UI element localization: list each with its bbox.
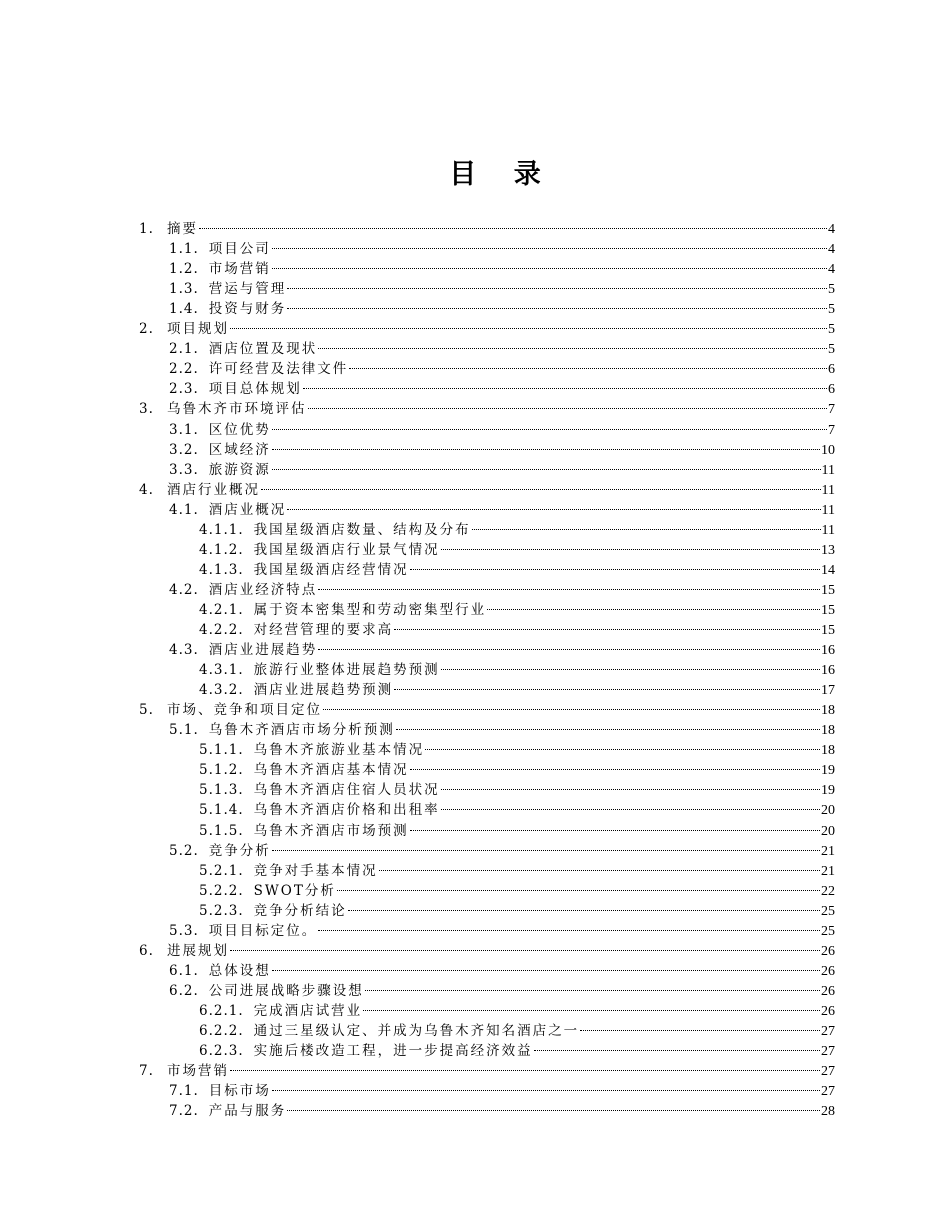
toc-entry[interactable] <box>169 580 835 600</box>
toc-entry-title: 投资与财务 <box>208 301 287 318</box>
toc-entry-title: 旅游行业整体进展趋势预测 <box>253 662 440 679</box>
toc-entry-title: 乌鲁木齐酒店价格和出租率 <box>253 802 440 819</box>
toc-entry-number: 4.1. <box>169 501 199 518</box>
toc-entry-number: 7.2. <box>169 1103 199 1120</box>
toc-entry-number: 5.1.5. <box>199 822 244 839</box>
toc-entry-title: 实施后楼改造工程，进一步提高经济效益 <box>253 1043 533 1060</box>
toc-entry[interactable] <box>169 279 835 299</box>
toc-entry-page: 22 <box>821 883 835 899</box>
toc-entry-page: 10 <box>821 442 835 458</box>
toc-entry-title: 项目总体规划 <box>208 381 302 398</box>
toc-entry-title: 乌鲁木齐酒店市场预测 <box>253 822 409 839</box>
toc-entry-title: 区位优势 <box>208 421 271 438</box>
toc-entry-page: 18 <box>821 723 835 739</box>
toc-entry[interactable] <box>199 1041 835 1061</box>
toc-entry-number: 5.1.2. <box>199 762 244 779</box>
toc-entry[interactable] <box>199 1021 835 1041</box>
toc-entry-title: 竞争分析 <box>208 842 271 859</box>
toc-entry-title: 完成酒店试营业 <box>253 1002 363 1019</box>
toc-entry-title: 酒店行业概况 <box>167 481 260 498</box>
toc-entry-page: 26 <box>821 983 835 999</box>
toc-entry-title: 市场、竞争和项目定位 <box>167 702 322 719</box>
toc-dot-leader <box>394 689 820 690</box>
toc-entry-number: 4.1.1. <box>199 521 244 538</box>
toc-entry-page: 27 <box>821 1064 835 1080</box>
toc-entry-page: 28 <box>821 1104 835 1120</box>
toc-dot-leader <box>272 970 820 971</box>
toc-entry-number: 6.2.1. <box>199 1002 244 1019</box>
toc-entry-number: 3.2. <box>169 441 199 458</box>
toc-entry[interactable] <box>169 921 835 941</box>
toc-entry[interactable] <box>199 600 835 620</box>
toc-dot-leader <box>272 248 827 249</box>
toc-entry-number: 2.2. <box>169 361 199 378</box>
toc-entry-title: 通过三星级认定、并成为乌鲁木齐知名酒店之一 <box>253 1023 580 1039</box>
toc-entry-page: 16 <box>821 663 835 679</box>
toc-entry-number: 5.1.3. <box>199 782 244 799</box>
toc-entry[interactable] <box>199 901 835 921</box>
toc-entry-number: 2.3. <box>169 381 199 398</box>
toc-entry-title: 项目规划 <box>167 321 229 338</box>
toc-dot-leader <box>199 228 827 229</box>
toc-dot-leader <box>318 649 820 650</box>
toc-entry-page: 4 <box>828 222 835 237</box>
toc-entry-title: 酒店业进展趋势 <box>208 642 318 659</box>
toc-entry-page: 7 <box>828 422 835 438</box>
toc-entry-number: 4.1.3. <box>199 561 244 578</box>
toc-entry-title: 总体设想 <box>208 962 271 979</box>
toc-entry[interactable] <box>199 800 835 820</box>
toc-entry-number: 2.1. <box>169 341 199 358</box>
toc-entry-number: 4.3.2. <box>199 682 244 699</box>
toc-entry-page: 20 <box>821 803 835 819</box>
toc-entry[interactable] <box>139 480 835 500</box>
toc-entry-number: 5.2.3. <box>199 902 244 919</box>
toc-dot-leader <box>318 589 820 590</box>
toc-entry-title: 酒店业经济特点 <box>208 581 318 598</box>
toc-dot-leader <box>348 910 820 911</box>
toc-dot-leader <box>272 1090 820 1091</box>
toc-entry[interactable] <box>199 1001 835 1021</box>
toc-entry[interactable] <box>199 780 835 800</box>
toc-entry-page: 15 <box>821 602 835 618</box>
toc-entry[interactable] <box>199 881 835 901</box>
toc-entry-title: SWOT分析 <box>253 882 336 899</box>
toc-entry-number: 4.3. <box>169 642 199 659</box>
toc-entry[interactable] <box>169 440 835 460</box>
toc-entry-number: 5.1.4. <box>199 802 244 819</box>
toc-entry-number: 1.2. <box>169 261 199 278</box>
toc-entry-number: 3.1. <box>169 421 199 438</box>
toc-entry-page: 20 <box>821 823 835 839</box>
toc-entry[interactable] <box>169 500 835 520</box>
toc-entry[interactable] <box>169 720 835 740</box>
page-title: 目 录 <box>449 159 555 190</box>
toc-entry[interactable] <box>169 259 835 279</box>
toc-entry-title: 市场营销 <box>167 1063 229 1080</box>
toc-entry-number: 4.3.1. <box>199 662 244 679</box>
toc-entry-title: 竞争分析结论 <box>253 902 347 919</box>
toc-entry-title: 乌鲁木齐旅游业基本情况 <box>253 742 425 759</box>
toc-entry[interactable] <box>199 861 835 881</box>
toc-entry-number: 7.1. <box>169 1083 199 1100</box>
toc-entry-number: 1.4. <box>169 301 199 318</box>
toc-dot-leader <box>441 549 820 550</box>
toc-entry-page: 17 <box>821 683 835 699</box>
toc-dot-leader <box>441 669 820 670</box>
toc-entry[interactable] <box>199 740 835 760</box>
toc-entry-page: 25 <box>821 923 835 939</box>
toc-dot-leader <box>272 429 827 430</box>
toc-entry-page: 27 <box>821 1024 835 1039</box>
toc-entry-title: 竞争对手基本情况 <box>253 862 378 879</box>
toc-entry[interactable] <box>169 981 835 1001</box>
toc-entry-title: 我国星级酒店数量、结构及分布 <box>253 521 471 538</box>
toc-entry-title: 属于资本密集型和劳动密集型行业 <box>253 601 487 618</box>
toc-entry[interactable] <box>169 841 835 861</box>
toc-entry-number: 5.2. <box>169 842 199 859</box>
toc-entry-title: 酒店位置及现状 <box>208 341 318 358</box>
toc-entry-page: 13 <box>821 542 835 558</box>
toc-dot-leader <box>287 308 827 309</box>
toc-entry-title: 乌鲁木齐市环境评估 <box>167 401 307 418</box>
toc-dot-leader <box>365 990 820 991</box>
toc-dot-leader <box>337 890 820 891</box>
toc-dot-leader <box>308 408 828 409</box>
toc-entry-number: 6.1. <box>169 962 199 979</box>
toc-entry-number: 5.1.1. <box>199 742 244 759</box>
toc-entry-page: 14 <box>821 562 835 578</box>
toc-entry[interactable] <box>199 560 835 580</box>
toc-entry[interactable] <box>169 239 835 259</box>
toc-entry-number: 4.1.2. <box>199 541 244 558</box>
toc-entry[interactable] <box>199 620 835 640</box>
toc-entry[interactable] <box>199 760 835 780</box>
toc-dot-leader <box>287 509 820 510</box>
toc-dot-leader <box>272 850 820 851</box>
toc-entry-page: 27 <box>821 1084 835 1100</box>
toc-entry[interactable] <box>199 540 835 560</box>
toc-entry-page: 26 <box>821 1003 835 1019</box>
toc-dot-leader <box>318 348 827 349</box>
toc-dot-leader <box>287 288 827 289</box>
toc-entry[interactable] <box>169 299 835 319</box>
toc-entry-number: 4.2.2. <box>199 622 244 638</box>
toc-dot-leader <box>261 489 821 490</box>
toc-entry-number: 5.2.2. <box>199 882 244 899</box>
toc-entry[interactable] <box>169 420 835 440</box>
toc-entry-page: 21 <box>821 843 835 859</box>
toc-entry-page: 18 <box>821 703 835 719</box>
toc-entry[interactable] <box>199 520 835 540</box>
toc-entry-page: 11 <box>821 462 835 478</box>
toc-entry-page: 25 <box>821 903 835 919</box>
toc-entry-number: 7. <box>139 1063 154 1080</box>
toc-entry-page: 15 <box>821 582 835 598</box>
toc-entry-title: 项目公司 <box>208 241 271 258</box>
toc-entry-number: 1.1. <box>169 241 199 258</box>
toc-dot-leader <box>441 789 820 790</box>
toc-entry-page: 5 <box>828 342 835 358</box>
toc-dot-leader <box>349 368 827 369</box>
toc-entry[interactable] <box>139 399 835 419</box>
toc-entry-page: 27 <box>821 1044 835 1060</box>
toc-entry-number: 4.2.1. <box>199 601 244 618</box>
toc-dot-leader <box>487 609 820 610</box>
toc-entry-title: 酒店业进展趋势预测 <box>253 682 394 699</box>
toc-entry[interactable] <box>169 1081 835 1101</box>
toc-dot-leader <box>410 769 820 770</box>
toc-entry[interactable] <box>169 359 835 379</box>
toc-dot-leader <box>230 1070 820 1071</box>
toc-entry-title: 酒店业概况 <box>208 501 287 518</box>
toc-dot-leader <box>230 328 827 329</box>
toc-entry-title: 项目目标定位。 <box>208 922 318 939</box>
toc-dot-leader <box>272 469 821 470</box>
toc-entry-title: 旅游资源 <box>208 461 271 478</box>
toc-entry[interactable] <box>169 339 835 359</box>
toc-entry-number: 4.2. <box>169 581 199 598</box>
toc-entry-title: 进展规划 <box>167 942 229 959</box>
toc-entry[interactable] <box>169 640 835 660</box>
toc-entry-page: 5 <box>828 302 835 318</box>
toc-dot-leader <box>394 629 820 630</box>
toc-dot-leader <box>534 1050 820 1051</box>
toc-entry[interactable] <box>199 660 835 680</box>
toc-entry[interactable] <box>139 219 835 239</box>
toc-entry[interactable] <box>199 680 835 700</box>
toc-dot-leader <box>425 749 820 750</box>
toc-dot-leader <box>379 870 820 871</box>
toc-entry-number: 4. <box>139 481 154 498</box>
toc-entry-number: 6.2. <box>169 982 199 999</box>
toc-dot-leader <box>363 1010 820 1011</box>
toc-entry-title: 市场营销 <box>208 261 271 278</box>
toc-entry-page: 4 <box>828 262 835 278</box>
toc-dot-leader <box>318 930 820 931</box>
toc-dot-leader <box>410 569 820 570</box>
toc-entry-page: 6 <box>828 382 835 398</box>
toc-entry-number: 1. <box>139 221 154 237</box>
toc-entry-page: 26 <box>821 963 835 979</box>
toc-entry[interactable] <box>169 460 835 480</box>
toc-dot-leader <box>303 388 827 389</box>
toc-entry-number: 6. <box>139 942 154 959</box>
toc-entry-page: 4 <box>828 242 835 258</box>
toc-entry-number: 5.3. <box>169 922 199 939</box>
toc-dot-leader <box>272 449 820 450</box>
toc-entry[interactable] <box>199 821 835 841</box>
toc-entry-title: 目标市场 <box>208 1083 271 1100</box>
toc-entry-page: 16 <box>821 643 835 659</box>
toc-entry-page: 5 <box>828 322 835 338</box>
toc-entry-number: 1.3. <box>169 281 199 298</box>
toc-entry-page: 5 <box>828 282 835 298</box>
toc-entry-page: 19 <box>821 783 835 799</box>
toc-dot-leader <box>441 809 820 810</box>
toc-entry[interactable] <box>169 961 835 981</box>
toc-entry-page: 11 <box>821 482 835 498</box>
toc-dot-leader <box>472 529 821 530</box>
toc-entry[interactable] <box>169 1101 835 1121</box>
toc-entry-title: 摘要 <box>167 221 198 237</box>
toc-entry-number: 5. <box>139 702 154 719</box>
toc-entry-number: 2. <box>139 321 154 338</box>
toc-entry-page: 26 <box>821 943 835 959</box>
toc-entry-page: 21 <box>821 863 835 879</box>
toc-entry-number: 6.2.3. <box>199 1043 244 1060</box>
toc-entry-title: 公司进展战略步骤设想 <box>208 982 364 999</box>
toc-dot-leader <box>580 1030 820 1031</box>
toc-entry[interactable] <box>169 379 835 399</box>
toc-entry-title: 我国星级酒店行业景气情况 <box>253 541 440 558</box>
toc-entry-title: 乌鲁木齐酒店市场分析预测 <box>208 722 395 739</box>
toc-dot-leader <box>410 830 820 831</box>
toc-entry[interactable] <box>139 1061 835 1081</box>
toc-entry-number: 3. <box>139 401 154 418</box>
toc-entry-title: 营运与管理 <box>208 281 287 298</box>
toc-dot-leader <box>396 729 820 730</box>
toc-entry-page: 11 <box>821 502 835 518</box>
toc-entry-title: 我国星级酒店经营情况 <box>253 561 409 578</box>
toc-dot-leader <box>230 950 820 951</box>
toc-entry-page: 11 <box>821 522 835 538</box>
toc-entry-title: 乌鲁木齐酒店住宿人员状况 <box>253 782 440 799</box>
toc-entry-number: 5.1. <box>169 722 199 739</box>
toc-entry-page: 6 <box>828 362 835 378</box>
toc-entry-number: 5.2.1. <box>199 862 244 879</box>
toc-entry-number: 3.3. <box>169 461 199 478</box>
toc-entry-title: 产品与服务 <box>208 1103 287 1120</box>
toc-entry[interactable] <box>139 319 835 339</box>
toc-entry-page: 7 <box>828 402 835 418</box>
toc-entry[interactable] <box>139 700 835 720</box>
toc-dot-leader <box>287 1110 820 1111</box>
toc-dot-leader <box>323 709 820 710</box>
toc-entry-page: 15 <box>821 623 835 638</box>
toc-entry-number: 6.2.2. <box>199 1023 244 1039</box>
toc-entry-title: 许可经营及法律文件 <box>208 361 349 378</box>
toc-entry-title: 区域经济 <box>208 441 271 458</box>
toc-entry-title: 乌鲁木齐酒店基本情况 <box>253 762 409 779</box>
toc-dot-leader <box>272 268 827 269</box>
toc-entry-page: 19 <box>821 763 835 779</box>
toc-entry-title: 对经营管理的要求高 <box>253 622 394 638</box>
toc-entry[interactable] <box>139 941 835 961</box>
toc-entry-page: 18 <box>821 743 835 759</box>
